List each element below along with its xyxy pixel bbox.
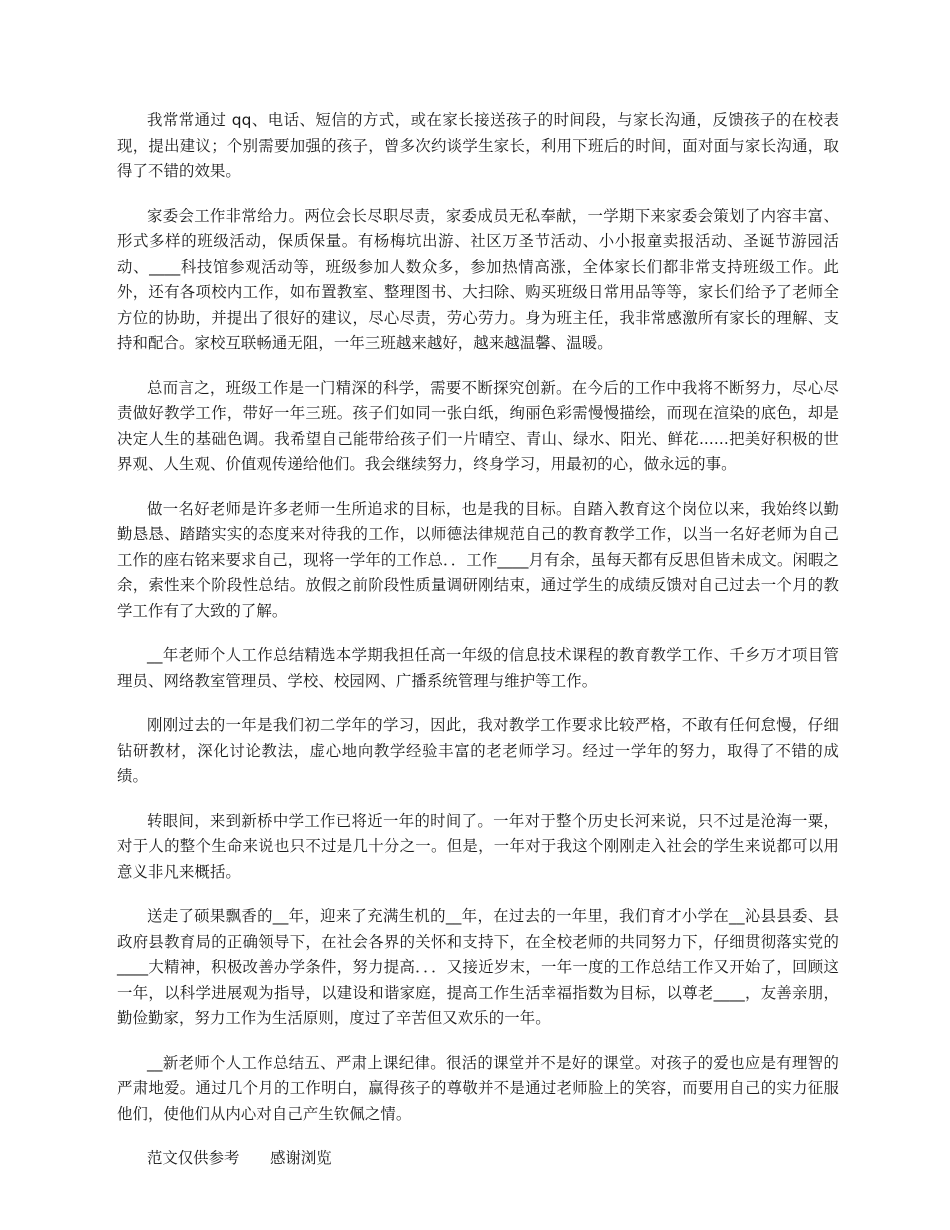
paragraph-8: 送走了硕果飘香的__年，迎来了充满生机的__年，在过去的一年里，我们育才小学在__沁县县委、县政府县教育局的正确领导下，在社会各界的关怀和支持下，在全校老师的共同努力下，仔细贯彻落实党的____大精神，积极改善办学条件，努力提高．．．又接近岁末，一年一度的工作总结工作又开始了，回顾这一年，以科学进展观为指导，以建设和谐家庭，提高工作生活幸福指数为目标，以尊老____，友善亲朋，勤俭勤家，努力工作为生活原则，度过了辛苦但又欢乐的一年。 [117, 907, 839, 1027]
paragraph-3: 总而言之，班级工作是一门精深的科学，需要不断探究创新。在今后的工作中我将不断努力，尽心尽责做好教学工作，带好一年三班。孩子们如同一张白纸，绚丽色彩需慢慢描绘，而现在渲染的底色，却是决定人生的基础色调。我希望自己能带给孩子们一片晴空、青山、绿水、阳光、鲜花......把美好积极的世界观、人生观、价值观传递给他们。我会继续努力，终身学习，用最初的心，做永远的事。 [117, 378, 839, 473]
document-body [117, 108, 839, 1172]
paragraph-9: __新老师个人工作总结五、严肃上课纪律。很活的课堂并不是好的课堂。对孩子的爱也应是有理智的严肃地爱。通过几个月的工作明白，赢得孩子的尊敬并不是通过老师脸上的笑容，而要用自己的实力征服他们，使他们从内心对自己产生钦佩之情。 [117, 1053, 839, 1123]
paragraph-1: 我常常通过 qq、电话、短信的方式，或在家长接送孩子的时间段，与家长沟通，反馈孩子的在校表现，提出建议；个别需要加强的孩子，曾多次约谈学生家长，利用下班后的时间，面对面与家长沟通，取得了不错的效果。 [117, 111, 839, 180]
paragraph-5: __年老师个人工作总结精选本学期我担任高一年级的信息技术课程的教育教学工作、千乡万才项目管理员、网络教室管理员、学校、校园网、广播系统管理与维护等工作。 [117, 646, 839, 690]
footer-note: 范文仅供参考 感谢浏览 [147, 1149, 332, 1167]
paragraph-6: 刚刚过去的一年是我们初二学年的学习，因此，我对教学工作要求比较严格，不敢有任何怠慢，仔细钻研教材，深化讨论教法，虚心地向教学经验丰富的老老师学习。经过一学年的努力，取得了不错的成绩。 [117, 716, 839, 785]
paragraph-4: 做一名好老师是许多老师一生所追求的目标，也是我的目标。自踏入教育这个岗位以来，我始终以勤勤恳恳、踏踏实实的态度来对待我的工作，以师德法律规范自己的教育教学工作，以当一名好老师为自己工作的座右铭来要求自己，现将一学年的工作总．．工作____月有余，虽每天都有反思但皆未成文。闲暇之余，索性来个阶段性总结。放假之前阶段性质量调研刚结束，通过学生的成绩反馈对自己过去一个月的教学工作有了大致的了解。 [117, 499, 839, 620]
paragraph-7: 转眼间，来到新桥中学工作已将近一年的时间了。一年对于整个历史长河来说，只不过是沧海一粟，对于人的整个生命来说也只不过是几十分之一。但是，一年对于我这个刚刚走入社会的学生来说都可以用意义非凡来概括。 [117, 811, 839, 881]
paragraph-2: 家委会工作非常给力。两位会长尽职尽责，家委成员无私奉献，一学期下来家委会策划了内容丰富、形式多样的班级活动，保质保量。有杨梅坑出游、社区万圣节活动、小小报童卖报活动、圣诞节游园活动、____科技馆参观活动等，班级参加人数众多，参加热情高涨，全体家长们都非常支持班级工作。此外，还有各项校内工作，如布置教室、整理图书、大扫除、购买班级日常用品等等，家长们给予了老师全方位的协助，并提出了很好的建议，尽心尽责，劳心劳力。身为班主任，我非常感激所有家长的理解、支持和配合。家校互联畅通无阻，一年三班越来越好，越来越温馨、温暖。 [117, 206, 839, 352]
